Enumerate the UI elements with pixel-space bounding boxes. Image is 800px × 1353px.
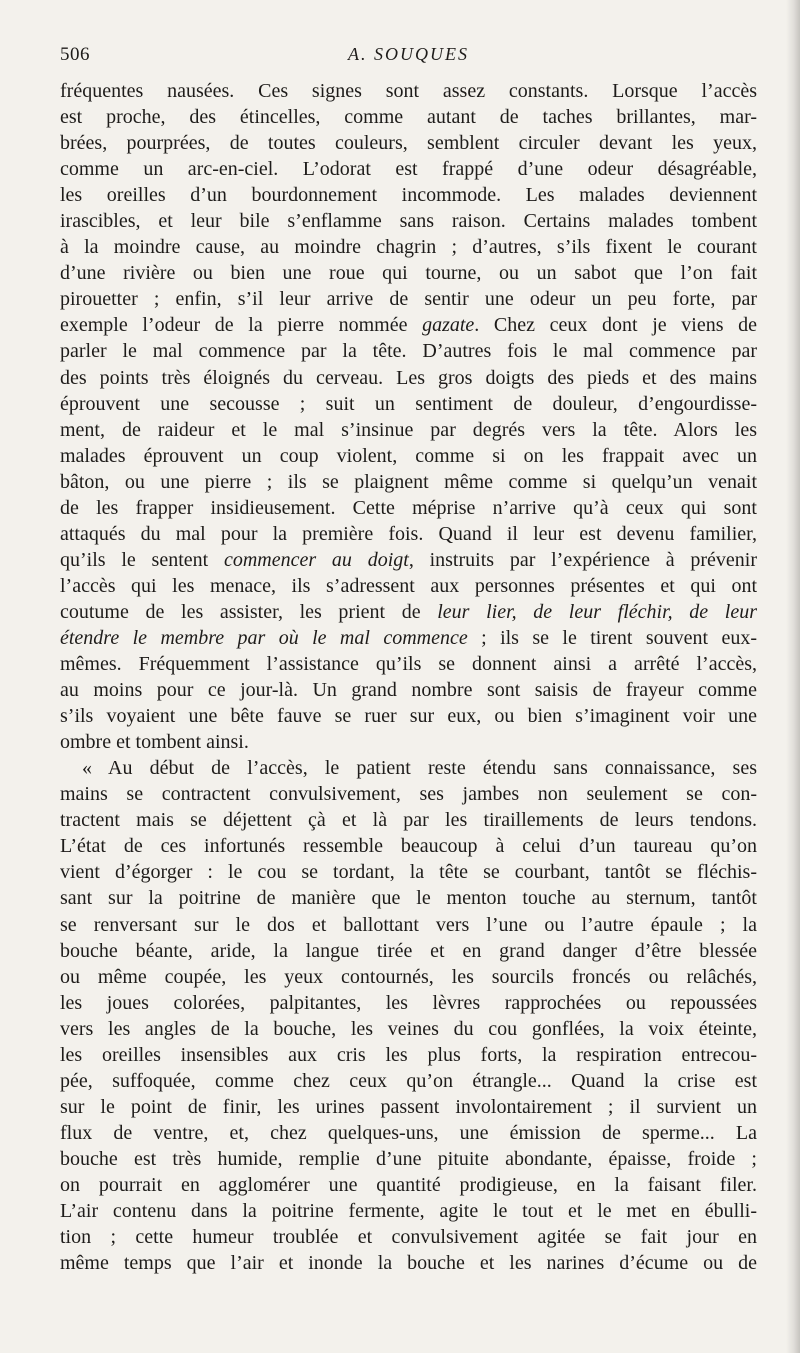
text-span: sur le point de finir, les urines passent involontairement ; il survient un — [60, 1095, 757, 1118]
text-span: les joues colorées, palpitantes, les lèvres rapprochées ou repoussées — [60, 991, 757, 1014]
text-line — [60, 755, 757, 781]
text-span: fréquentes nausées. Ces signes sont assez constants. Lorsque l’accès — [60, 80, 757, 102]
text-line — [60, 417, 757, 443]
text-line — [60, 938, 757, 964]
text-line — [60, 1250, 757, 1276]
text-line — [60, 729, 757, 755]
text-line — [60, 338, 757, 364]
text-line — [60, 651, 757, 677]
text-span: « Au début de l’accès, le patient reste étendu sans connaissance, ses — [82, 757, 757, 780]
text-span: malades éprouvent un coup violent, comme si on les frappait avec un — [60, 444, 757, 467]
text-line — [60, 1146, 757, 1172]
text-line — [60, 781, 757, 807]
text-span: L’air contenu dans la poitrine fermente, agite le tout et le met en ébulli- — [60, 1200, 757, 1223]
text-line — [60, 1016, 757, 1042]
text-span: attaqués du mal pour la première fois. Quand il leur est devenu familier, — [60, 522, 757, 545]
text-line — [60, 443, 757, 469]
page-header — [60, 44, 757, 68]
text-span: comme un arc-en-ciel. L’odorat est frappé d’une odeur désagréable, — [60, 158, 757, 181]
text-span: bouche est très humide, remplie d’une pituite abondante, épaisse, froide ; — [60, 1147, 757, 1170]
text-line — [60, 885, 757, 911]
text-span: coutume de les assister, les prient de — [60, 600, 438, 623]
text-line — [60, 807, 757, 833]
text-span: s’ils voyaient une bête fauve se ruer sur eux, ou bien s’imaginent voir une — [60, 705, 757, 728]
text-span: flux de ventre, et, chez quelques-uns, une émission de sperme... La — [60, 1121, 757, 1144]
text-line — [60, 1094, 757, 1120]
text-line — [60, 312, 757, 338]
text-line — [60, 286, 757, 312]
italic-text: étendre le membre par où le mal commence — [60, 626, 468, 649]
text-line — [60, 833, 757, 859]
text-span: mains se contractent convulsivement, ses jambes non seulement se con- — [60, 783, 757, 806]
italic-text: gazate — [422, 314, 475, 337]
text-span: exemple l’odeur de la pierre nommée — [60, 314, 423, 337]
text-line — [60, 1224, 757, 1250]
text-span: même temps que l’air et inonde la bouche et les narines d’écume ou de — [60, 1252, 757, 1275]
page-number: 506 — [60, 44, 90, 65]
text-span: sant sur la poitrine de manière que le menton touche au sternum, tantôt — [60, 887, 757, 910]
text-line — [60, 78, 757, 104]
text-span: tion ; cette humeur troublée et convulsivement agitée se fait jour en — [60, 1226, 757, 1249]
text-span: mêmes. Fréquemment l’assistance qu’ils se donnent ainsi a arrêté l’accès, — [60, 653, 757, 676]
text-line — [60, 156, 757, 182]
text-span: de les frapper insidieusement. Cette méprise n’arrive qu’à ceux qui sont — [60, 496, 757, 519]
text-span: les oreilles d’un bourdonnement incommode. Les malades deviennent — [60, 184, 757, 207]
text-span: , instruits par l’expérience à prévenir — [408, 548, 757, 571]
text-line — [60, 1172, 757, 1198]
text-line — [60, 573, 757, 599]
text-span: ou même coupée, les yeux contournés, les sourcils froncés ou relâchés, — [60, 965, 757, 988]
text-span: pirouetter ; enfin, s’il leur arrive de sentir une odeur un peu forte, par — [60, 288, 757, 311]
text-line — [60, 130, 757, 156]
text-span: des points très éloignés du cerveau. Les gros doigts des pieds et des mains — [60, 366, 757, 389]
text-span: bâton, ou une pierre ; ils se plaignent même comme si quelqu’un venait — [60, 470, 757, 493]
text-line — [60, 703, 757, 729]
text-line — [60, 234, 757, 260]
text-span: bouche béante, aride, la langue tirée et en grand danger d’être blessée — [60, 939, 757, 962]
italic-text: leur lier, de leur fléchir, de leur — [437, 600, 757, 623]
text-line — [60, 495, 757, 521]
text-span: ; ils se le tirent souvent eux- — [467, 626, 757, 649]
italic-text: commencer au doigt — [223, 548, 409, 571]
text-span: L’état de ces infortunés ressemble beaucoup à celui d’un taureau qu’on — [60, 835, 757, 858]
text-span: d’une rivière ou bien une roue qui tourne, ou un sabot que l’on fait — [60, 262, 757, 285]
text-line — [60, 1198, 757, 1224]
text-span: pée, suffoquée, comme chez ceux qu’on étrangle... Quand la crise est — [60, 1069, 757, 1092]
text-span: parler le mal commence par la tête. D’autres fois le mal commence par — [60, 340, 757, 363]
text-span: tractent mais se déjettent çà et là par les tiraillements de leurs tendons. — [60, 809, 757, 832]
running-head: A. SOUQUES — [348, 44, 469, 64]
text-span: brées, pourprées, de toutes couleurs, semblent circuler devant les yeux, — [60, 132, 757, 155]
text-span: l’accès qui les menace, ils s’adressent aux personnes présentes et qui ont — [60, 574, 757, 597]
text-line — [60, 625, 757, 651]
text-line — [60, 104, 757, 130]
text-span: vient d’égorger : le cou se tordant, la tête se courbant, tantôt se fléchis- — [60, 861, 757, 884]
text-line — [60, 677, 757, 703]
text-line — [60, 391, 757, 417]
text-line — [60, 964, 757, 990]
text-span: au moins pour ce jour-là. Un grand nombre sont saisis de frayeur comme — [60, 679, 757, 702]
text-line — [60, 182, 757, 208]
text-line — [60, 208, 757, 234]
text-span: éprouvent une secousse ; suit un sentiment de douleur, d’engourdisse- — [60, 392, 757, 415]
text-span: . Chez ceux dont je viens de — [474, 314, 757, 337]
text-span: ombre et tombent ainsi. — [60, 731, 249, 754]
text-line — [60, 365, 757, 391]
text-line — [60, 990, 757, 1016]
text-line — [60, 260, 757, 286]
text-line — [60, 859, 757, 885]
text-span: ment, de raideur et le mal s’insinue par degrés vers la tête. Alors les — [60, 418, 757, 441]
text-line — [60, 599, 757, 625]
page-edge-shadow — [786, 0, 800, 1353]
text-line — [60, 469, 757, 495]
body-text — [60, 78, 757, 1276]
text-span: on pourrait en agglomérer une quantité prodigieuse, en la faisant filer. — [60, 1173, 757, 1196]
text-line — [60, 1042, 757, 1068]
text-span: les oreilles insensibles aux cris les plus forts, la respiration entrecou- — [60, 1043, 757, 1066]
text-line — [60, 521, 757, 547]
text-line — [60, 1120, 757, 1146]
text-span: se renversant sur le dos et ballottant vers l’une ou l’autre épaule ; la — [60, 913, 757, 936]
text-line — [60, 547, 757, 573]
text-span: vers les angles de la bouche, les veines du cou gonflées, la voix éteinte, — [60, 1017, 757, 1040]
text-span: irascibles, et leur bile s’enflamme sans raison. Certains malades tombent — [60, 210, 757, 233]
text-line — [60, 912, 757, 938]
text-line — [60, 1068, 757, 1094]
text-span: à la moindre cause, au moindre chagrin ; d’autres, s’ils fixent le courant — [60, 236, 757, 259]
text-span: qu’ils le sentent — [60, 548, 224, 571]
text-span: est proche, des étincelles, comme autant de taches brillantes, mar- — [60, 106, 757, 129]
